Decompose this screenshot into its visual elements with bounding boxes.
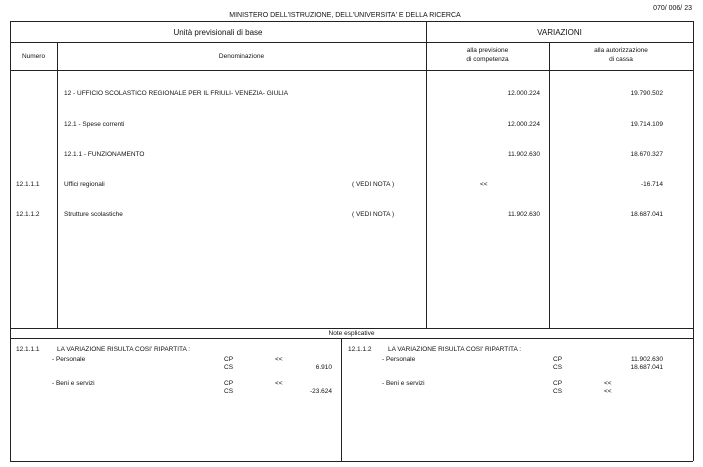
cs-value: -23.624: [309, 388, 332, 395]
col-competenza-line2: di competenza: [466, 56, 509, 63]
variazioni-title: VARIAZIONI: [537, 28, 582, 37]
cp-label: CP: [553, 356, 563, 363]
col-denominazione: Denominazione: [218, 53, 265, 60]
cassa-column-divider: [549, 42, 550, 328]
cs-label: CS: [553, 364, 563, 371]
col-cassa-line2: di cassa: [609, 56, 633, 63]
cs-label: CS: [553, 388, 563, 395]
row-denominazione: 12 - UFFICIO SCOLASTICO REGIONALE PER IL FRIULI- VENEZIA- GIULIA: [64, 90, 289, 97]
ministry-title: MINISTERO DELL'ISTRUZIONE, DELL'UNIVERSITA' E DELLA RICERCA: [229, 12, 461, 19]
row-competenza: 11.902.630: [507, 151, 540, 158]
upb-title: Unità previsionali di base: [173, 28, 263, 37]
cp-value: <<: [275, 380, 283, 387]
cs-label: CS: [224, 388, 234, 395]
column-header-divider: [10, 70, 693, 71]
page-reference: 070/ 006/ 23: [653, 5, 692, 12]
note-numero: 12.1.1.1: [16, 346, 40, 353]
note-numero: 12.1.1.2: [348, 346, 372, 353]
notes-top-divider: [10, 328, 693, 329]
row-nota: ( VEDI NOTA ): [352, 181, 395, 188]
cs-label: CS: [224, 364, 234, 371]
table-top-border: [10, 21, 693, 22]
notes-title-divider: [10, 338, 693, 339]
notes-title: Note esplicative: [328, 330, 375, 337]
cs-value: 18.687.041: [630, 364, 663, 371]
table-left-border: [10, 21, 11, 461]
note-item-label: - Beni e servizi: [382, 380, 425, 387]
note-item-label: - Personale: [382, 356, 416, 363]
row-cassa: -16.714: [640, 181, 663, 188]
row-competenza: 12.000.224: [507, 90, 540, 97]
table-right-border: [693, 21, 694, 461]
cp-value: <<: [604, 380, 612, 387]
row-numero: 12.1.1.1: [16, 181, 40, 188]
variazioni-divider: [426, 21, 427, 328]
col-numero: Numero: [21, 53, 46, 60]
col-cassa-line1: alla autorizzazione: [594, 47, 648, 54]
row-cassa: 18.687.041: [630, 211, 663, 218]
row-competenza: 11.902.630: [507, 211, 540, 218]
note-item-label: - Beni e servizi: [52, 380, 95, 387]
cp-label: CP: [224, 356, 234, 363]
cs-value: 6.910: [315, 364, 332, 371]
row-cassa: 19.790.502: [630, 90, 663, 97]
row-denominazione: 12.1 - Spese correnti: [64, 121, 125, 128]
row-denominazione: 12.1.1 - FUNZIONAMENTO: [64, 151, 145, 158]
row-cassa: 18.670.327: [630, 151, 663, 158]
row-numero: 12.1.1.2: [16, 211, 40, 218]
row-cassa: 19.714.109: [630, 121, 663, 128]
cs-value: <<: [604, 388, 612, 395]
row-denominazione: Uffici regionali: [64, 181, 105, 188]
cp-value: <<: [275, 356, 283, 363]
table-bottom-border: [10, 461, 693, 462]
row-nota: ( VEDI NOTA ): [352, 211, 395, 218]
note-heading: LA VARIAZIONE RISULTA COSI' RIPARTITA :: [388, 346, 522, 353]
cp-label: CP: [224, 380, 234, 387]
header-divider: [10, 42, 693, 43]
numero-column-divider: [57, 42, 58, 328]
cp-value: 11.902.630: [630, 356, 663, 363]
row-competenza: <<: [480, 181, 488, 188]
row-denominazione: Strutture scolastiche: [64, 211, 123, 218]
row-competenza: 12.000.224: [507, 121, 540, 128]
col-competenza-line1: alla previsione: [466, 47, 509, 54]
notes-column-divider: [341, 338, 342, 461]
cp-label: CP: [553, 380, 563, 387]
note-heading: LA VARIAZIONE RISULTA COSI' RIPARTITA :: [57, 346, 191, 353]
note-item-label: - Personale: [52, 356, 86, 363]
